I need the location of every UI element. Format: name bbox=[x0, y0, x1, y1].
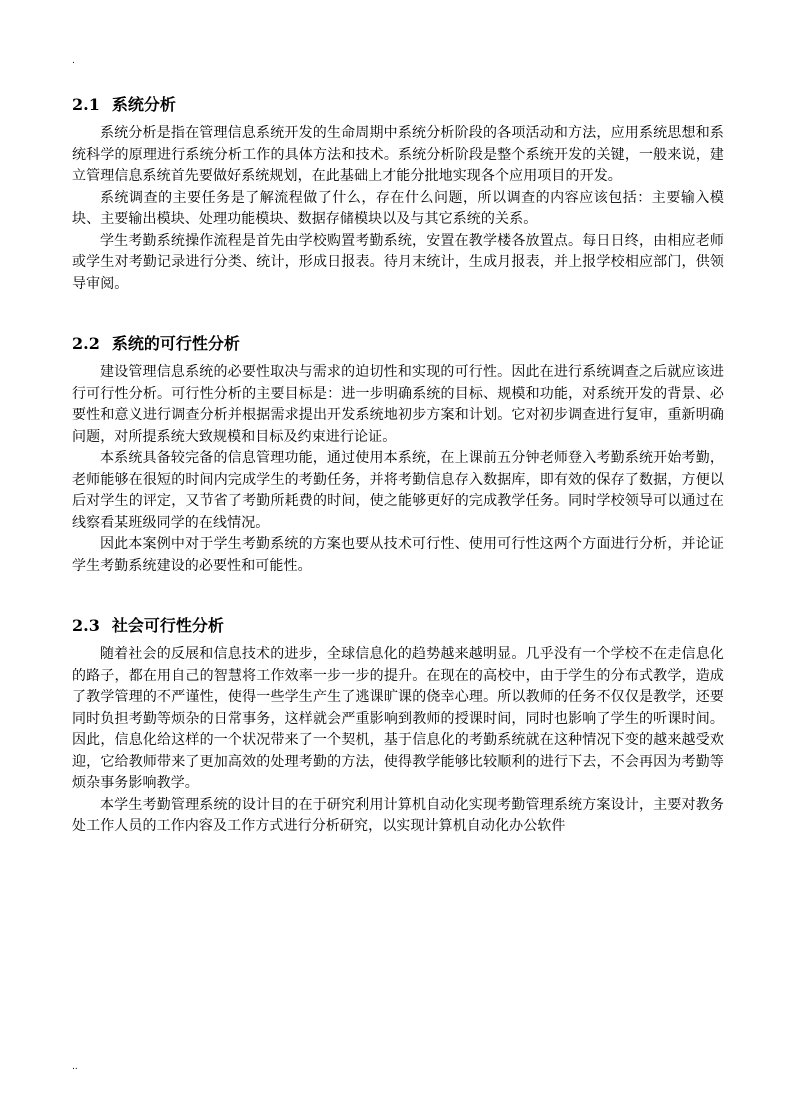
section-title: 系统分析 bbox=[111, 95, 176, 114]
section-2-3 bbox=[72, 613, 724, 838]
section-2-1 bbox=[72, 92, 724, 295]
section-number: 2.2 bbox=[72, 334, 100, 353]
paragraph: 学生考勤系统操作流程是首先由学校购置考勤系统，安置在教学楼各放置点。每日日终，由相应老师或学生对考勤记录进行分类、统计，形成日报表。待月末统计，生成月报表，并上报学校相应部门，供领导审阅。 bbox=[72, 232, 724, 292]
section-heading bbox=[72, 331, 724, 357]
page-top-marker: . bbox=[72, 56, 75, 66]
paragraph: 随着社会的反展和信息技术的进步，全球信息化的趋势越来越明显。几乎没有一个学校不在走信息化的路子，都在用自己的智慧将工作效率一步一步的提升。在现在的高校中，由于学生的分布式教学，造成了教学管理的不严谨性，使得一些学生产生了逃课旷课的侥幸心理。所以教师的任务不仅仅是教学，还要同时负担考勤等烦杂的日常事务，这样就会严重影响到教师的授课时间，同时也影响了学生的听课时间。因此，信息化给这样的一个状况带来了一个契机，基于信息化的考勤系统就在这种情况下变的越来越受欢迎，它给教师带来了更加高效的处理考勤的方法，使得教学能够比较顺利的进行下去，不会再因为考勤等烦杂事务影响教学。 bbox=[72, 646, 724, 791]
page-bottom-marker: .. bbox=[72, 1062, 78, 1072]
paragraph: 建设管理信息系统的必要性取决与需求的迫切性和实现的可行性。因此在进行系统调查之后就应该进行可行性分析。可行性分析的主要目标是：进一步明确系统的目标、规模和功能，对系统开发的背景、必要性和意义进行调查分析并根据需求提出开发系统地初步方案和计划。它对初步调查进行复审，重新明确问题，对所提系统大致规模和目标及约束进行论证。 bbox=[72, 364, 724, 445]
paragraph: 本学生考勤管理系统的设计目的在于研究利用计算机自动化实现考勤管理系统方案设计，主要对教务处工作人员的工作内容及工作方式进行分析研究，以实现计算机自动化办公软件 bbox=[72, 796, 724, 834]
section-title: 系统的可行性分析 bbox=[111, 334, 240, 353]
section-heading bbox=[72, 92, 724, 118]
paragraph: 系统调查的主要任务是了解流程做了什么，存在什么问题，所以调查的内容应该包括：主要输入模块、主要输出模块、处理功能模块、数据存储模块以及与其它系统的关系。 bbox=[72, 189, 724, 227]
section-2-2 bbox=[72, 331, 724, 577]
section-title: 社会可行性分析 bbox=[111, 616, 224, 635]
section-heading bbox=[72, 613, 724, 639]
document-content bbox=[72, 92, 724, 838]
paragraph: 系统分析是指在管理信息系统开发的生命周期中系统分析阶段的各项活动和方法，应用系统思想和系统科学的原理进行系统分析工作的具体方法和技术。系统分析阶段是整个系统开发的关键，一般来说，建立管理信息系统首先要做好系统规划，在此基础上才能分批地实现各个应用项目的开发。 bbox=[72, 125, 724, 184]
section-number: 2.1 bbox=[72, 95, 100, 114]
section-number: 2.3 bbox=[72, 616, 100, 635]
paragraph: 本系统具备较完备的信息管理功能，通过使用本系统，在上课前五分钟老师登入考勤系统开始考勤，老师能够在很短的时间内完成学生的考勤任务，并将考勤信息存入数据库，即有效的保存了数据，方便以后对学生的评定，又节省了考勤所耗费的时间，使之能够更好的完成教学任务。同时学校领导可以通过在线察看某班级同学的在线情况。 bbox=[72, 450, 724, 531]
paragraph: 因此本案例中对于学生考勤系统的方案也要从技术可行性、使用可行性这两个方面进行分析，并论证学生考勤系统建设的必要性和可能性。 bbox=[72, 536, 724, 574]
